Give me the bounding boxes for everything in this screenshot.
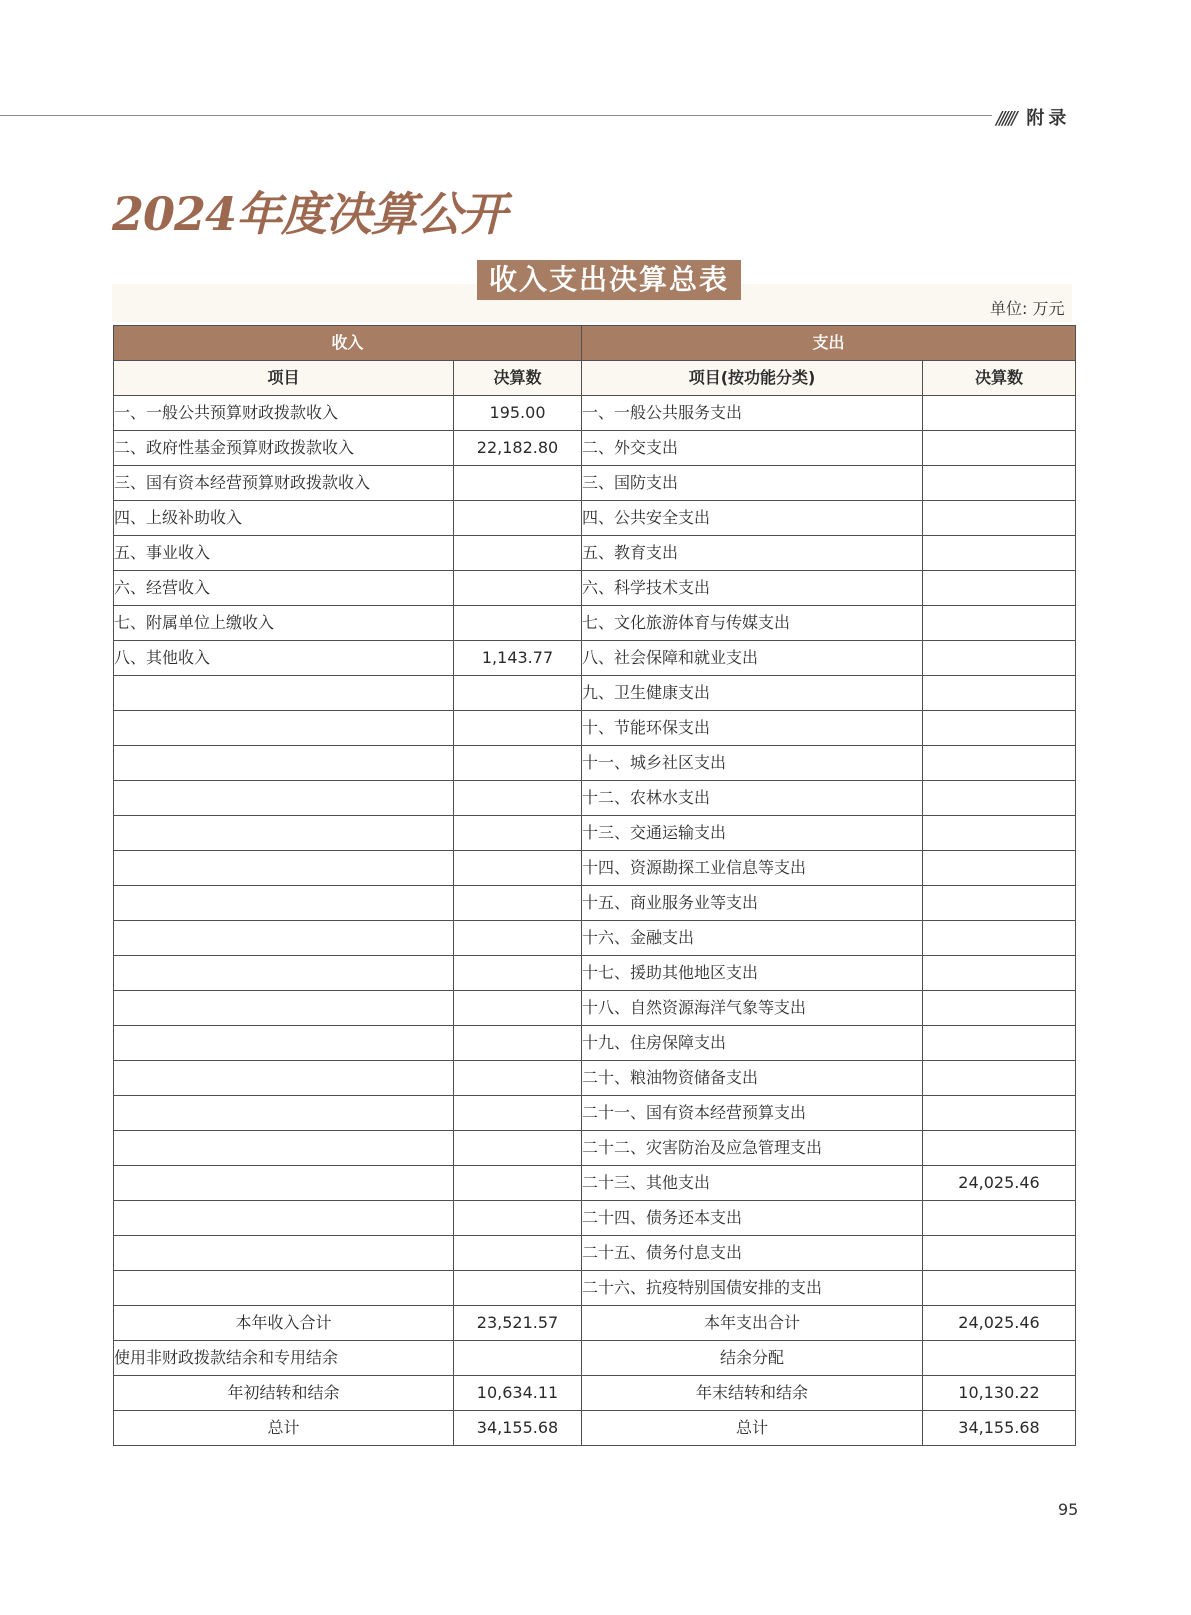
income-item: 三、国有资本经营预算财政拨款收入	[114, 466, 454, 501]
income-item	[114, 1236, 454, 1271]
expense-item: 十五、商业服务业等支出	[582, 886, 923, 921]
expense-amount	[923, 816, 1076, 851]
expense-item: 五、教育支出	[582, 536, 923, 571]
table-row	[114, 641, 1076, 676]
expense-item: 十一、城乡社区支出	[582, 746, 923, 781]
header-decoration: //////	[996, 108, 1015, 129]
table-title: 收入支出决算总表	[477, 260, 741, 300]
budget-table	[113, 325, 1076, 1446]
expense-item: 八、社会保障和就业支出	[582, 641, 923, 676]
expense-amount	[923, 1096, 1076, 1131]
income-item	[114, 781, 454, 816]
summary-income-item: 年初结转和结余	[114, 1376, 454, 1411]
table-row	[114, 781, 1076, 816]
income-item	[114, 1201, 454, 1236]
expense-amount	[923, 781, 1076, 816]
group-header-row	[114, 326, 1076, 361]
table-row	[114, 606, 1076, 641]
expense-amount	[923, 606, 1076, 641]
summary-income-amount: 23,521.57	[454, 1306, 582, 1341]
expense-amount	[923, 1061, 1076, 1096]
income-item	[114, 956, 454, 991]
expense-item: 十八、自然资源海洋气象等支出	[582, 991, 923, 1026]
income-amount	[454, 1166, 582, 1201]
income-item	[114, 711, 454, 746]
income-amount: 1,143.77	[454, 641, 582, 676]
summary-expense-item: 总计	[582, 1411, 923, 1446]
expense-item: 四、公共安全支出	[582, 501, 923, 536]
expense-amount	[923, 991, 1076, 1026]
expense-item: 十九、住房保障支出	[582, 1026, 923, 1061]
table-row	[114, 1096, 1076, 1131]
table-row	[114, 921, 1076, 956]
income-item	[114, 991, 454, 1026]
income-amount	[454, 1201, 582, 1236]
table-row	[114, 676, 1076, 711]
expense-group-header: 支出	[582, 326, 1076, 361]
expense-item: 三、国防支出	[582, 466, 923, 501]
summary-expense-item: 年末结转和结余	[582, 1376, 923, 1411]
expense-amount	[923, 1026, 1076, 1061]
income-item: 二、政府性基金预算财政拨款收入	[114, 431, 454, 466]
expense-item: 二十一、国有资本经营预算支出	[582, 1096, 923, 1131]
table-row	[114, 466, 1076, 501]
table-row	[114, 1201, 1076, 1236]
income-item	[114, 1166, 454, 1201]
expense-amount	[923, 676, 1076, 711]
expense-amount	[923, 886, 1076, 921]
table-row	[114, 1061, 1076, 1096]
expense-amount	[923, 746, 1076, 781]
page-title: 2024年度决算公开	[112, 187, 507, 241]
table-row	[114, 1026, 1076, 1061]
summary-row	[114, 1341, 1076, 1376]
expense-amount	[923, 536, 1076, 571]
expense-item: 十二、农林水支出	[582, 781, 923, 816]
table-row	[114, 991, 1076, 1026]
table-row	[114, 396, 1076, 431]
income-amount: 195.00	[454, 396, 582, 431]
income-item: 五、事业收入	[114, 536, 454, 571]
expense-item: 二、外交支出	[582, 431, 923, 466]
income-item	[114, 1096, 454, 1131]
expense-item: 十三、交通运输支出	[582, 816, 923, 851]
income-amount-header: 决算数	[454, 361, 582, 396]
expense-amount	[923, 571, 1076, 606]
expense-item: 十、节能环保支出	[582, 711, 923, 746]
expense-item: 二十、粮油物资储备支出	[582, 1061, 923, 1096]
income-item	[114, 1131, 454, 1166]
income-amount	[454, 1061, 582, 1096]
income-amount	[454, 956, 582, 991]
summary-income-item: 本年收入合计	[114, 1306, 454, 1341]
summary-row	[114, 1306, 1076, 1341]
summary-income-item: 使用非财政拨款结余和专用结余	[114, 1341, 454, 1376]
income-amount	[454, 816, 582, 851]
expense-item: 二十六、抗疫特别国债安排的支出	[582, 1271, 923, 1306]
summary-row	[114, 1376, 1076, 1411]
expense-item: 十七、援助其他地区支出	[582, 956, 923, 991]
expense-amount	[923, 851, 1076, 886]
expense-item: 二十二、灾害防治及应急管理支出	[582, 1131, 923, 1166]
summary-expense-amount	[923, 1341, 1076, 1376]
column-header-row	[114, 361, 1076, 396]
income-amount	[454, 781, 582, 816]
expense-amount	[923, 641, 1076, 676]
income-amount	[454, 536, 582, 571]
expense-item: 二十五、债务付息支出	[582, 1236, 923, 1271]
income-item: 七、附属单位上缴收入	[114, 606, 454, 641]
table-row	[114, 431, 1076, 466]
income-amount	[454, 921, 582, 956]
income-amount	[454, 466, 582, 501]
expense-item-header: 项目(按功能分类)	[582, 361, 923, 396]
expense-item: 七、文化旅游体育与传媒支出	[582, 606, 923, 641]
expense-amount	[923, 396, 1076, 431]
expense-amount	[923, 466, 1076, 501]
table-row	[114, 1271, 1076, 1306]
income-amount	[454, 571, 582, 606]
income-item	[114, 1061, 454, 1096]
table-row	[114, 1166, 1076, 1201]
income-amount	[454, 746, 582, 781]
summary-income-amount: 10,634.11	[454, 1376, 582, 1411]
section-header	[996, 104, 1070, 130]
income-item	[114, 1271, 454, 1306]
table-row	[114, 816, 1076, 851]
income-item	[114, 886, 454, 921]
income-amount	[454, 676, 582, 711]
income-item	[114, 851, 454, 886]
table-row	[114, 711, 1076, 746]
income-amount	[454, 886, 582, 921]
income-amount	[454, 1026, 582, 1061]
summary-income-amount	[454, 1341, 582, 1376]
expense-amount-header: 决算数	[923, 361, 1076, 396]
table-row	[114, 956, 1076, 991]
summary-expense-amount: 24,025.46	[923, 1306, 1076, 1341]
expense-item: 一、一般公共服务支出	[582, 396, 923, 431]
table-row	[114, 501, 1076, 536]
expense-amount	[923, 501, 1076, 536]
table-row	[114, 571, 1076, 606]
expense-item: 十六、金融支出	[582, 921, 923, 956]
income-amount	[454, 1236, 582, 1271]
expense-amount	[923, 1236, 1076, 1271]
table-row	[114, 886, 1076, 921]
income-amount	[454, 1131, 582, 1166]
expense-amount	[923, 921, 1076, 956]
income-amount	[454, 711, 582, 746]
summary-income-amount: 34,155.68	[454, 1411, 582, 1446]
income-amount	[454, 1271, 582, 1306]
expense-amount: 24,025.46	[923, 1166, 1076, 1201]
expense-amount	[923, 956, 1076, 991]
table-row	[114, 1236, 1076, 1271]
table-row	[114, 1131, 1076, 1166]
unit-label: 单位: 万元	[990, 299, 1065, 318]
income-item	[114, 746, 454, 781]
table-row	[114, 536, 1076, 571]
income-item: 一、一般公共预算财政拨款收入	[114, 396, 454, 431]
income-item	[114, 676, 454, 711]
expense-item: 十四、资源勘探工业信息等支出	[582, 851, 923, 886]
table-row	[114, 746, 1076, 781]
expense-amount	[923, 1131, 1076, 1166]
income-item: 四、上级补助收入	[114, 501, 454, 536]
income-item-header: 项目	[114, 361, 454, 396]
income-amount	[454, 1096, 582, 1131]
summary-expense-item: 结余分配	[582, 1341, 923, 1376]
income-item	[114, 1026, 454, 1061]
income-amount	[454, 606, 582, 641]
summary-row	[114, 1411, 1076, 1446]
page-number: 95	[1058, 1500, 1079, 1519]
expense-amount	[923, 431, 1076, 466]
income-item	[114, 816, 454, 851]
income-item: 八、其他收入	[114, 641, 454, 676]
income-amount	[454, 501, 582, 536]
header-rule	[0, 115, 992, 116]
section-label: 附录	[1026, 108, 1071, 129]
income-group-header: 收入	[114, 326, 582, 361]
income-item	[114, 921, 454, 956]
summary-expense-amount: 34,155.68	[923, 1411, 1076, 1446]
expense-item: 九、卫生健康支出	[582, 676, 923, 711]
summary-expense-amount: 10,130.22	[923, 1376, 1076, 1411]
income-amount	[454, 991, 582, 1026]
table-row	[114, 851, 1076, 886]
expense-amount	[923, 1201, 1076, 1236]
expense-amount	[923, 1271, 1076, 1306]
expense-item: 六、科学技术支出	[582, 571, 923, 606]
summary-expense-item: 本年支出合计	[582, 1306, 923, 1341]
income-amount	[454, 851, 582, 886]
income-item: 六、经营收入	[114, 571, 454, 606]
expense-amount	[923, 711, 1076, 746]
summary-income-item: 总计	[114, 1411, 454, 1446]
expense-item: 二十四、债务还本支出	[582, 1201, 923, 1236]
income-amount: 22,182.80	[454, 431, 582, 466]
expense-item: 二十三、其他支出	[582, 1166, 923, 1201]
